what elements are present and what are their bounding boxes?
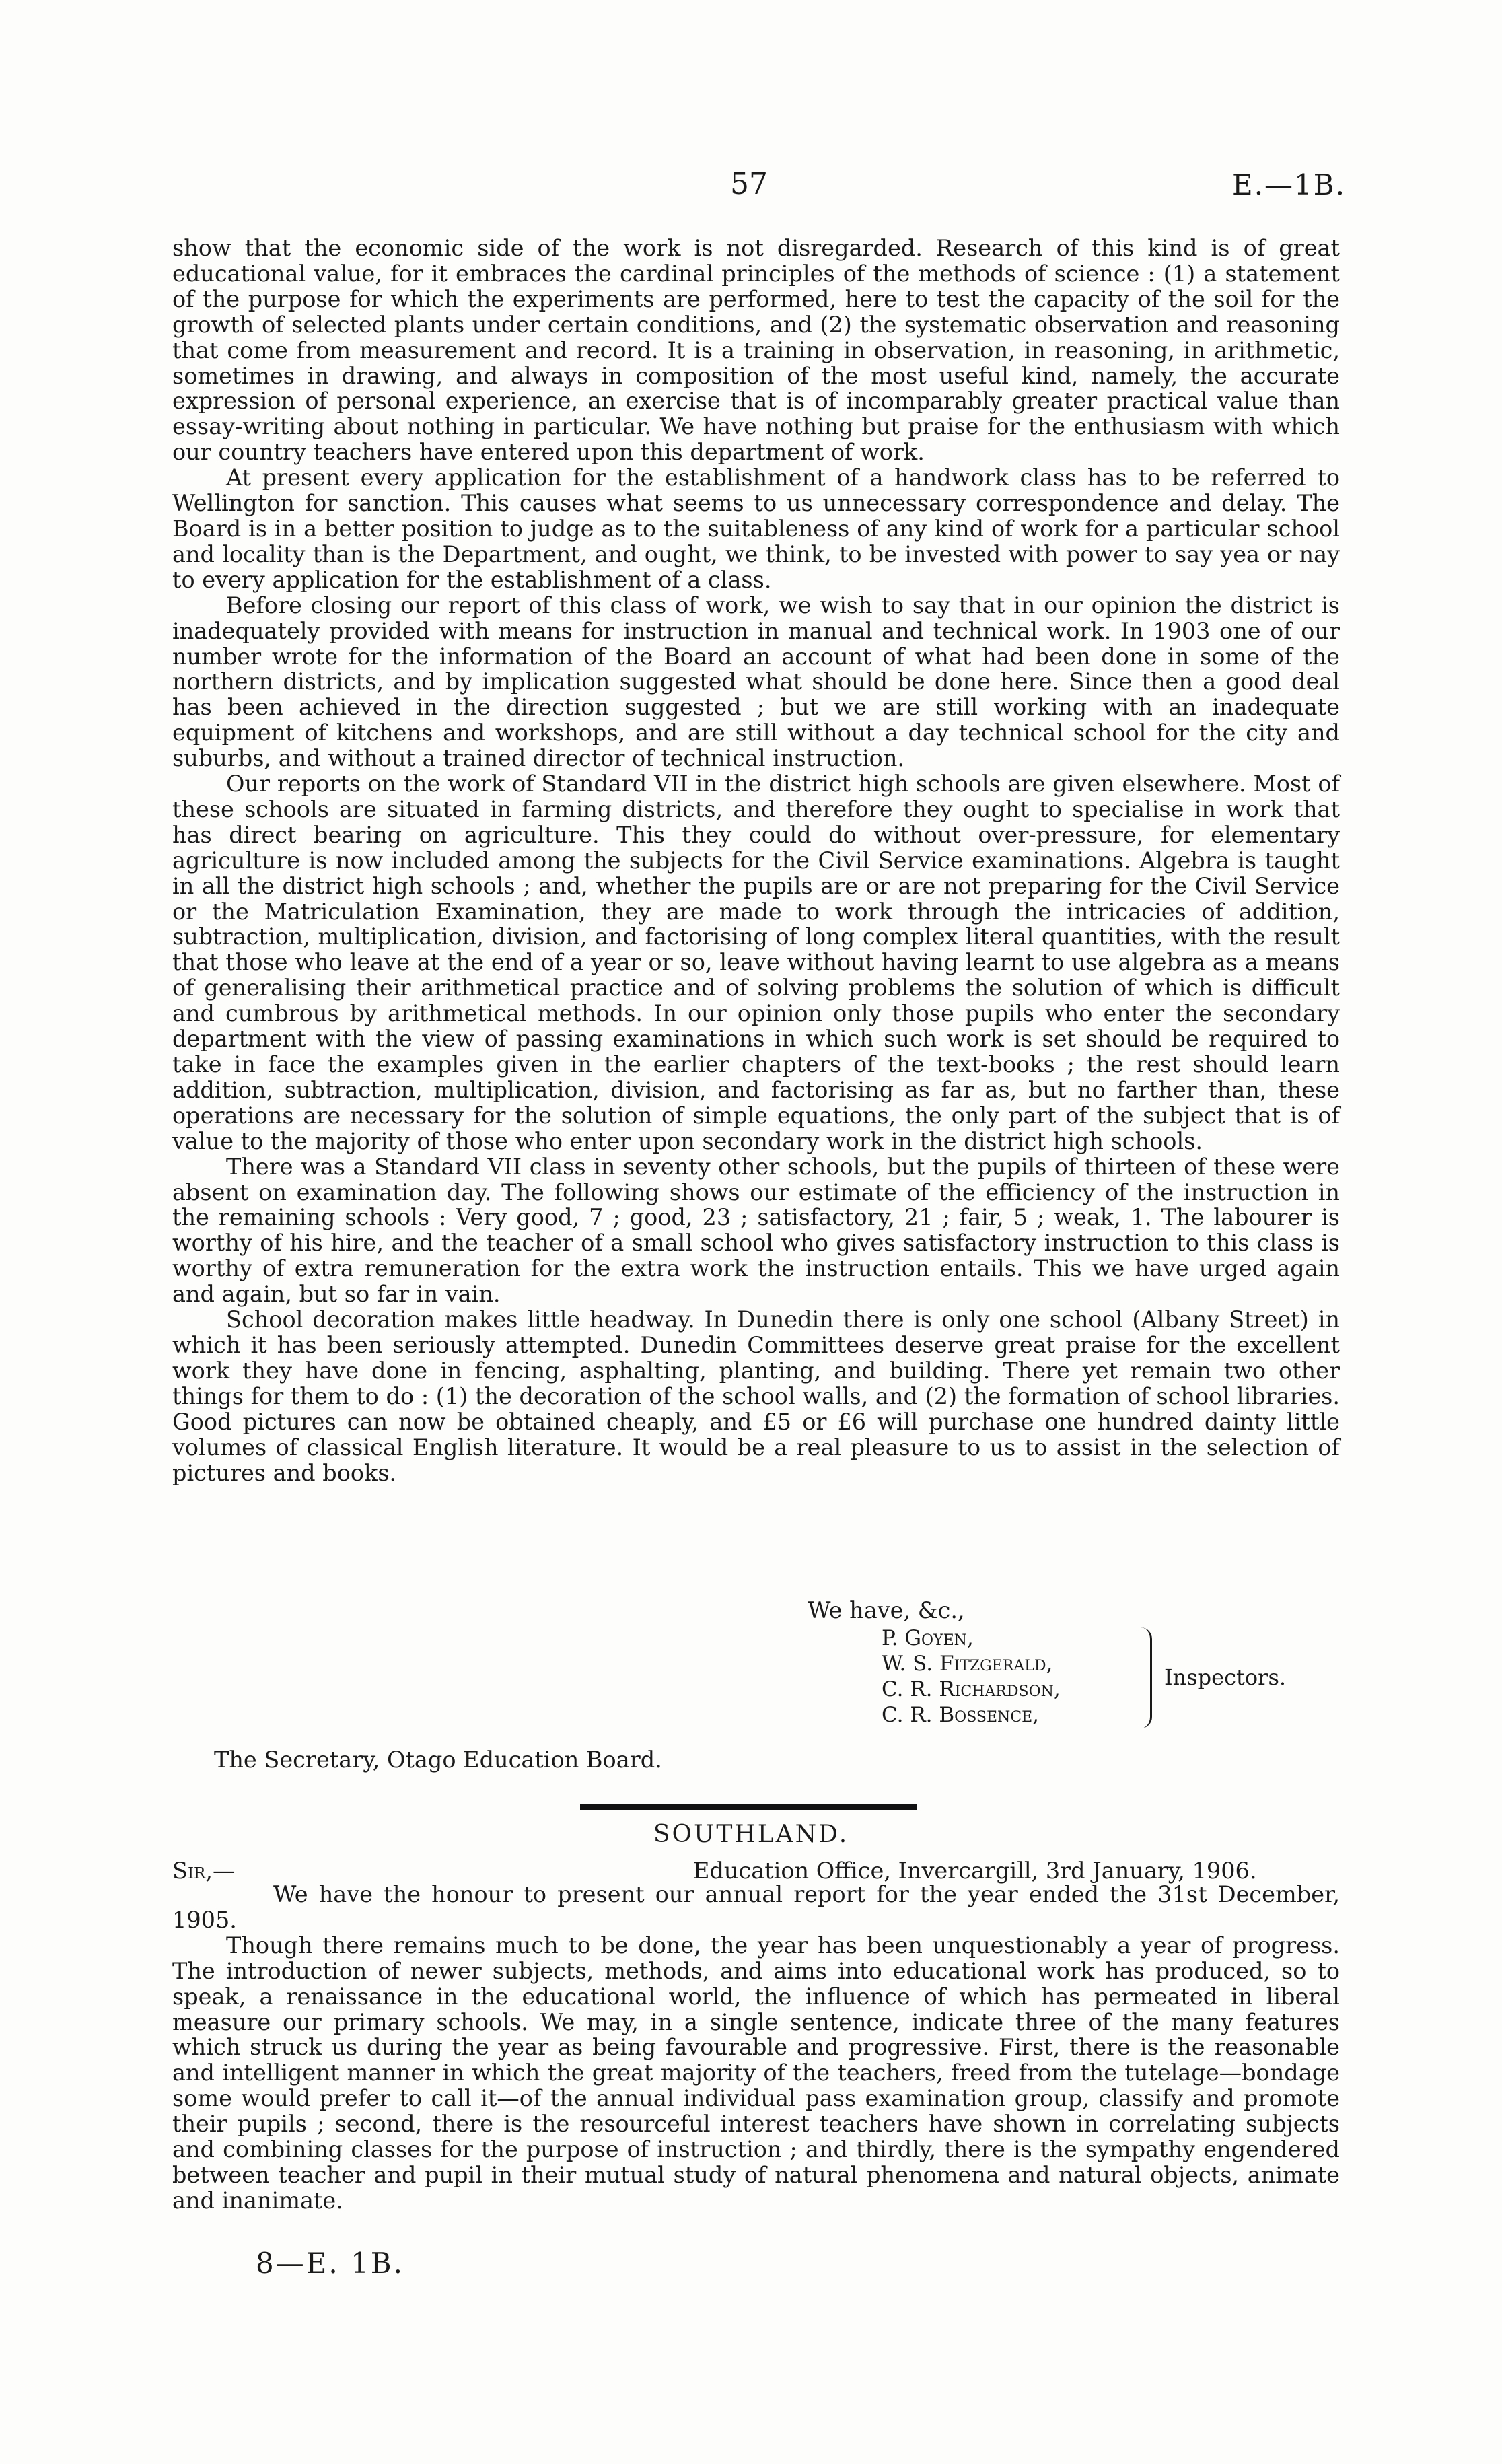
paragraph: At present every application for the establishment of a handwork class has to be referred to Wellington for sanction. This causes what seems to us unnecessary correspondence and delay. The Board is in a better position to judge as to the suitableness of any kind of work for a particular school and locality than is the Department, and ought, we think, to be invested with power to say yea or nay to every application for the establishment of a class.	[172, 464, 1340, 593]
signatory: C. R. Richardson,	[882, 1677, 1061, 1701]
signatories-role: Inspectors.	[1164, 1664, 1287, 1690]
page-number: 57	[730, 167, 768, 201]
signatories-list	[882, 1625, 1061, 1728]
paragraph: School decoration makes little headway. In Dunedin there is only one school (Albany Street) in which it has been seriously attempted. Dunedin Committees deserve great praise for the excellent work they have done in fencing, asphalting, planting, and building. There yet remain two other things for them to do : (1) the decoration of the school walls, and (2) the formation of school libraries. Good pictures can now be obtained cheaply, and £5 or £6 will purchase one hundred dainty little volumes of classical English literature. It would be a real pleasure to us to assist in the selection of pictures and books.	[172, 1306, 1340, 1486]
paragraph: Though there remains much to be done, the year has been unquestionably a year of progress. The introduction of newer subjects, methods, and aims into educational work has produced, so to speak, a renaissance in the educational world, the influence of which has permeated in liberal measure our primary schools. We may, in a single sentence, indicate three of the many features which struck us during the year as being favourable and progressive. First, there is the reasonable and intelligent manner in which the great majority of the teachers, freed from the tutelage—bondage some would prefer to call it—of the annual individual pass examination group, classify and promote their pupils ; second, there is the resourceful interest teachers have shown in correlating subjects and combining classes for the purpose of instruction ; and thirdly, there is the sympathy engendered between teacher and pupil in their mutual study of natural phenomena and natural objects, animate and inanimate.	[172, 1932, 1340, 2214]
paragraph: Our reports on the work of Standard VII in the district high schools are given elsewhere. Most of these schools are situated in farming districts, and therefore they ought to specialise in work that has direct bearing on agriculture. This they could do without over-pressure, for elementary agriculture is now included among the subjects for the Civil Service examinations. Algebra is taught in all the district high schools ; and, whether the pupils are or are not preparing for the Civil Service or the Matriculation Examination, they are made to work through the intricacies of addition, subtraction, multiplication, division, and factorising of long complex literal quantities, with the result that those who leave at the end of a year or so, leave without having learnt to use algebra as a means of generalising their arithmetical practice and of solving problems the solution of which is difficult and cumbrous by arithmetical methods. In our opinion only those pupils who enter the secondary department with the view of passing examinations in which such work is set should be required to take in face the examples given in the earlier chapters of the text-books ; the rest should learn addition, subtraction, multiplication, division, and factorising as far as, but no farther than, these operations are necessary for the solution of simple equations, the only part of the subject that is of value to the majority of those who enter upon secondary work in the district high schools.	[172, 771, 1340, 1154]
paragraph: We have the honour to present our annual report for the year ended the 31st December, 1905.	[172, 1881, 1340, 1933]
signatory: W. S. Fitzgerald,	[882, 1652, 1053, 1676]
southland-report-body	[172, 1882, 1340, 2214]
closing-phrase: We have, &c.,	[808, 1597, 965, 1623]
signature-mark: 8—E. 1B.	[256, 2247, 405, 2280]
section-title: SOUTHLAND.	[653, 1821, 849, 1848]
addressee: The Secretary, Otago Education Board.	[214, 1747, 662, 1773]
salutation: Sir,—	[172, 1858, 236, 1884]
section-divider	[580, 1804, 917, 1810]
otago-report-body	[172, 236, 1340, 1485]
signatory: C. R. Bossence,	[882, 1703, 1039, 1727]
signatory: P. Goyen,	[882, 1626, 974, 1650]
paragraph: Before closing our report of this class of work, we wish to say that in our opinion the district is inadequately provided with means for instruction in manual and technical work. In 1903 one of our number wrote for the information of the Board an account of what had been done in some of the northern districts, and by implication suggested what should be done here. Since then a good deal has been achieved in the direction suggested ; but we are still working with an inadequate equipment of kitchens and workshops, and are still without a day technical school for the city and suburbs, and without a trained director of technical instruction.	[172, 592, 1340, 772]
dateline: Education Office, Invercargill, 3rd January, 1906.	[693, 1858, 1257, 1884]
signatories-brace	[1141, 1627, 1152, 1728]
paragraph: show that the economic side of the work is not disregarded. Research of this kind is of great educational value, for it embraces the cardinal principles of the methods of science : (1) a statement of the purpose for which the experiments are performed, here to test the capacity of the soil for the growth of selected plants under certain conditions, and (2) the systematic observation and reasoning that come from measurement and record. It is a training in observation, in reasoning, in arithmetic, sometimes in drawing, and always in composition of the most useful kind, namely, the accurate expression of personal experience, an exercise that is of incomparably greater practical value than essay-writing about nothing in particular. We have nothing but praise for the enthusiasm with which our country teachers have entered upon this department of work.	[172, 235, 1340, 466]
paragraph: There was a Standard VII class in seventy other schools, but the pupils of thirteen of these were absent on examination day. The following shows our estimate of the efficiency of the instruction in the remaining schools : Very good, 7 ; good, 23 ; satisfactory, 21 ; fair, 5 ; weak, 1. The labourer is worthy of his hire, and the teacher of a small school who gives satisfactory instruction to this class is worthy of extra remuneration for the extra work the instruction entails. This we have urged again and again, but so far in vain.	[172, 1153, 1340, 1308]
document-reference: E.—1B.	[1232, 168, 1346, 201]
